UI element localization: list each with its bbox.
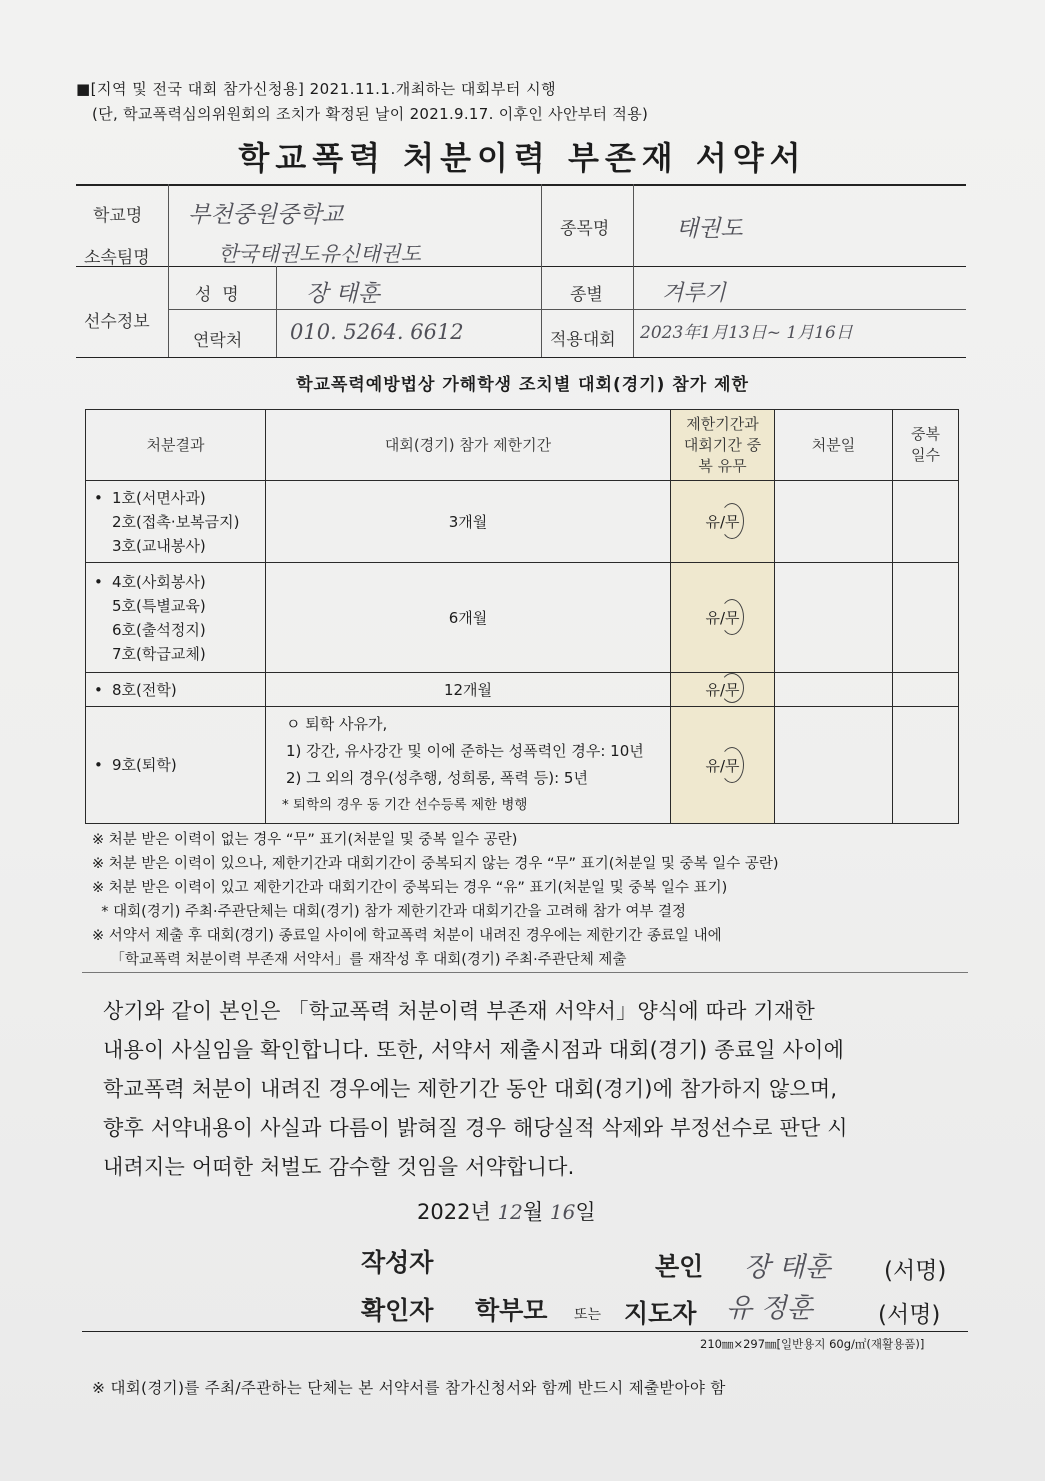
period-cell: 6개월 [266, 563, 671, 673]
period-cell: 12개월 [266, 673, 671, 707]
days-cell [893, 563, 959, 673]
statement-line: 향후 서약내용이 사실과 다름이 밝혀질 경우 해당실적 삭제와 부정선수로 판단 시 [103, 1116, 848, 1140]
result-item: • 8호(전학) [94, 680, 177, 699]
info-vrule-2 [276, 266, 277, 357]
info-bottom-rule [76, 357, 966, 358]
result-item: 2호(접촉·보복금지) [112, 512, 240, 531]
info-rule-player [168, 309, 966, 310]
sport-value: 태권도 [676, 216, 743, 242]
statement-line: 내려지는 어떠한 처벌도 감수할 것임을 서약합니다. [103, 1155, 575, 1179]
result-cell [86, 563, 266, 673]
info-top-rule [76, 184, 966, 186]
result-cell [86, 707, 266, 824]
hand-circle-mark [720, 673, 744, 703]
header-period: 대회(경기) 참가 제한기간 [266, 410, 671, 481]
restriction-subtitle: 학교폭력예방법상 가해학생 조치별 대회(경기) 참가 제한 [296, 375, 749, 395]
table-header-row [86, 410, 959, 481]
school-label: 학교명 [93, 206, 143, 226]
info-vrule-1 [168, 184, 169, 357]
result-item: • 1호(서면사과) [94, 488, 206, 507]
result-cell [86, 673, 266, 707]
contact-value: 010. 5264. 6612 [290, 320, 464, 344]
note-line: ※ 처분 받은 이력이 없는 경우 “무” 표기(처분일 및 중복 일수 공란) [92, 832, 518, 848]
note-line: 「학교폭력 처분이력 부존재 서약서」를 재작성 후 대회(경기) 주최·주관단체 제출 [92, 952, 627, 968]
header-result: 처분결과 [86, 410, 266, 481]
header-date: 처분일 [775, 410, 893, 481]
period-line: 1) 강간, 유사강간 및 이에 준하는 성폭력인 경우: 10년 [286, 742, 644, 760]
hand-circle-mark [720, 599, 744, 635]
info-vrule-4 [633, 184, 634, 357]
date-cell [775, 707, 893, 824]
paper-spec: 210㎜×297㎜[일반용지 60g/㎡(재활용품)] [700, 1337, 925, 1351]
footer-note: ※ 대회(경기)를 주최/주관하는 단체는 본 서약서를 참가신청서와 함께 반드시 제출받아야 함 [92, 1379, 726, 1397]
sign-label-1: (서명) [884, 1258, 947, 1284]
sign-label-2: (서명) [878, 1302, 941, 1328]
parent-label: 학부모 [475, 1296, 548, 1325]
note-line: ※ 처분 받은 이력이 있고 제한기간과 대회기간이 중복되는 경우 “유” 표기(처분일 및 중복 일수 표기) [92, 880, 728, 896]
header-days: 중복 일수 [893, 410, 959, 481]
period-cell: 3개월 [266, 481, 671, 563]
overlap-cell [671, 481, 775, 563]
period-cell [266, 707, 671, 824]
overlap-mark: 유/무 [705, 607, 739, 628]
team-value: 한국태권도유신태권도 [218, 242, 421, 266]
date-cell [775, 563, 893, 673]
info-vrule-3 [541, 184, 542, 357]
notes-block [92, 828, 779, 972]
statement-line: 내용이 사실임을 확인합니다. 또한, 서약서 제출시점과 대회(경기) 종료일 사이에 [103, 1038, 845, 1062]
overlap-cell [671, 707, 775, 824]
statement-top-rule [82, 972, 968, 973]
self-name: 장 태훈 [744, 1252, 831, 1283]
header-overlap: 제한기간과 대회기간 중복 유무 [671, 410, 775, 481]
confirmer-label: 확인자 [361, 1296, 434, 1325]
event-value: 겨루기 [662, 281, 726, 306]
statement-line: 학교폭력 처분이 내려진 경우에는 제한기간 동안 대회(경기)에 참가하지 않으며, [103, 1077, 838, 1101]
result-item: 7호(학급교체) [112, 644, 206, 663]
period-line: ㅇ 퇴학 사유가, [286, 715, 388, 733]
date-year: 2022 [417, 1200, 471, 1224]
player-info-label: 선수정보 [84, 312, 150, 332]
info-rule-mid [76, 266, 966, 267]
writer-label: 작성자 [361, 1248, 434, 1277]
result-item: • 9호(퇴학) [94, 756, 177, 774]
overlap-cell [671, 673, 775, 707]
name-label: 성 명 [195, 285, 239, 305]
sport-label: 종목명 [560, 219, 610, 239]
table-row [86, 481, 959, 563]
overlap-mark: 유/무 [705, 511, 739, 532]
period-line: * 퇴학의 경우 동 기간 선수등록 제한 병행 [282, 797, 528, 813]
table-row [86, 673, 959, 707]
days-cell [893, 481, 959, 563]
days-cell [893, 673, 959, 707]
document-title: 학교폭력 처분이력 부존재 서약서 [238, 139, 807, 177]
result-cell [86, 481, 266, 563]
event-label: 종별 [570, 285, 603, 305]
contact-label: 연락처 [193, 331, 243, 351]
hand-circle-mark [720, 747, 744, 783]
date-cell [775, 481, 893, 563]
date-cell [775, 673, 893, 707]
result-item: 6호(출석정지) [112, 620, 206, 639]
result-item: • 4호(사회봉사) [94, 572, 206, 591]
table-row [86, 563, 959, 673]
coach-name: 유 정훈 [726, 1293, 813, 1324]
restriction-table [85, 409, 959, 824]
table-row [86, 707, 959, 824]
result-item: 3호(교내봉사) [112, 536, 206, 555]
team-label: 소속팀명 [84, 248, 150, 268]
overlap-mark: 유/무 [705, 755, 739, 776]
name-value: 장 태훈 [306, 281, 380, 307]
pledge-date: 2022년 12월 16일 [417, 1200, 596, 1224]
days-cell [893, 707, 959, 824]
note-line: * 대회(경기) 주최·주관단체는 대회(경기) 참가 제한기간과 대회기간을 고려해 참가 여부 결정 [92, 904, 687, 920]
overlap-cell [671, 563, 775, 673]
pledge-statement [103, 992, 963, 1187]
header-notice: ■[지역 및 전국 대회 참가신청용] 2021.11.1.개최하는 대회부터 시행 [76, 80, 557, 98]
competition-value: 2023年1月13日~ 1月16日 [640, 323, 853, 343]
overlap-mark: 유/무 [705, 679, 739, 700]
note-line: ※ 처분 받은 이력이 있으나, 제한기간과 대회기간이 중복되지 않는 경우 “무” 표기(처분일 및 중복 일수 공란) [92, 856, 779, 872]
bottom-rule [82, 1331, 968, 1332]
header-subnotice: (단, 학교폭력심의위원회의 조치가 확정된 날이 2021.9.17. 이후인 사안부터 적용) [92, 105, 649, 123]
coach-label: 지도자 [624, 1299, 697, 1328]
hand-circle-mark [720, 503, 744, 539]
date-month: 12 [497, 1200, 523, 1224]
statement-line: 상기와 같이 본인은 「학교폭력 처분이력 부존재 서약서」양식에 따라 기재한 [103, 999, 815, 1023]
result-item: 5호(특별교육) [112, 596, 206, 615]
note-line: ※ 서약서 제출 후 대회(경기) 종료일 사이에 학교폭력 처분이 내려진 경우에는 제한기간 종료일 내에 [92, 928, 722, 944]
or-label: 또는 [574, 1307, 602, 1323]
self-label: 본인 [655, 1252, 704, 1281]
date-day: 16 [549, 1200, 576, 1224]
period-line: 2) 그 외의 경우(성추행, 성희롱, 폭력 등): 5년 [286, 769, 588, 787]
competition-label: 적용대회 [550, 330, 616, 350]
school-value: 부천중원중학교 [188, 202, 344, 228]
